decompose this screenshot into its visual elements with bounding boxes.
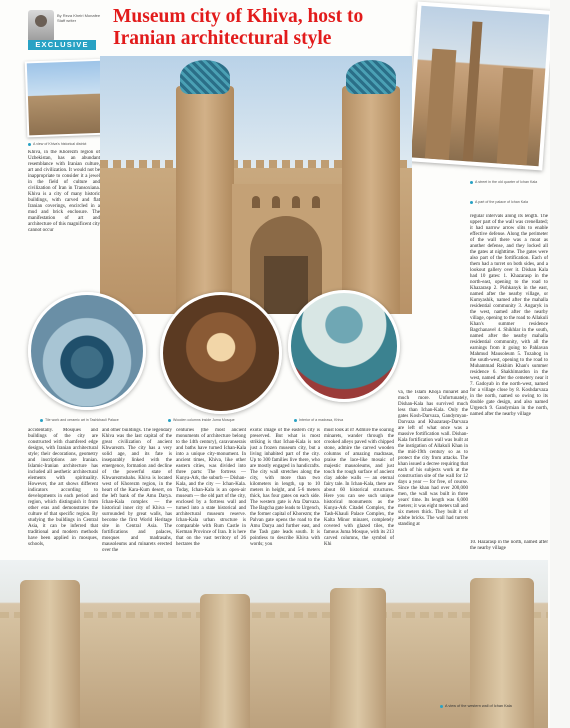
page-margin <box>550 0 570 728</box>
caption-right-col: A part of the palace of Ichan Kala <box>470 200 546 204</box>
column-1-text: accidentally. Mosques and buildings of the city are constructed with chamfered edge designs, with Iranian architectural style; their decorations, geometry and inscriptions are Iranian. Islamic-Iranian architecture has included all aesthetic architectural elements with spirituality. However, the art shows different indicators according to developments in each period and region, which distinguish it from other eras and demonstrates the culture of that specific region. By studying the buildings in Central Asia, it can be inferred that traditional and modern methods have been applied in mosques, schools, <box>28 428 98 547</box>
old-quarter-street-photo <box>407 1 554 170</box>
intro-column <box>28 150 100 290</box>
right-column-text: regular intervals along its length. The upper part of the wall was crenellated; it had narrow arrow slits to enable effective defense. Along the perimeter of the wall there was a moat as another defense, and they locked all the gates at nighttime. The gates were also part of the fortification. Each of them had a turret on both sides, and a lookout gallery over it. Dishan Kala had 10 gates: 1. Khazarasp in the north-east, opening to the road to Khazarasp 2. Pishkanyk in the east, named after the nearby village, or Kumyashik, named after the mahalla residential community 3. Angaryk in the west, named after the nearby village, opening to the road to Allakuli Khan's summer residence Bagchanavel 4. Shikhlar in the south, named after the nearby mahalla residential community, with all the earnings from it going to Pahlavan Mahmud Mausoleum 5. Tozabog in the south-west, opening to the road to Muhammad Rakhim Khan's summer residence 6. Shakhimardon in the west, named after the cemetery near it 7. Gadoyab in the north-west, named for a village close by 8. Koshdarvaza in the north, named so owing to its double gate design, and also named Urgench 9. Gandymian in the north, named after the nearby village <box>470 214 548 417</box>
author-avatar <box>28 10 54 42</box>
kunya-ark-gate-photo <box>100 56 412 314</box>
column-6 <box>398 390 468 562</box>
column-7 <box>470 540 548 562</box>
column-7-text: 10. Hazarasp in the north, named after the nearby village <box>470 540 548 551</box>
caption-circle-2: Wooden columns inside Juma Mosque <box>168 418 278 422</box>
column-3 <box>176 428 246 562</box>
column-1 <box>28 428 98 562</box>
right-column <box>470 214 548 560</box>
column-2-text: and other buildings. The legendary Khiva was the last capital of the great civilization of ancient Khwarezm. The city has a very solid age, and its fate is inseparably linked with the emergence, formation and decline of the powerful state of Khwarezmshahs. Khiva is located west of Khorezm region, in the heart of the Kara-Kum desert, on the left bank of the Amu Darya. Ichan-Kala complex — the historical inner city of Khiva — surrounded by great walls, has become the first World Heritage site in Central Asia. The fortifications and palaces, mosques and madrasahs, mausoleums and minarets erected over the <box>102 428 172 553</box>
tile-work-photo <box>28 292 146 410</box>
column-3-text: centuries (the most ancient monuments of architecture belong to the 14th century), caravanserais and baths have turned Ichan-Kala into a unique city-monument. In ancient times, Khiva, like other eastern cities, was divided into three parts: The fortress — Kunya-Ark, the suburb — Dishan-Kala, and the city — Ichan-Kala. Today, Ichan-Kala is an open-air museum — the old part of the city, enclosed by a fortress wall and turned into a state historical and architectural museum reserve. Ichan-Kala urban structure is comparable with Rum Castle in Kerman Province of Iran. It is here that on the vast territory of 26 hectares the <box>176 428 246 547</box>
caption-circle-3: Interior of a madrasa, Khiva <box>294 418 404 422</box>
intro-text: Khiva, in the Khorezm region of Uzbekistan, has an abundant resemblance with Iranian culture, art and civilization. It would not be inappropriate to consider it a jewel in the field of culture and civilization of Iran in Transoxiana. Khiva is a city of many historic buildings, with carved and flat Iranian coverings, encircled in a mud and brick enclosure. The manifestation of art and architecture of this magnificent city cannot occur <box>28 150 100 233</box>
headline: Museum city of Khiva, host to Iranian architectural style <box>113 6 364 49</box>
caption-top-right: A street in the old quarter of Ichan Kala <box>470 180 546 184</box>
column-6-text: va, the Islam Khoja minaret and much more. Unfortunately, Dishan-Kala has survived much less than Ichan-Kala. Only the gates Kosh-Darvaza, Gandymyan-Darvaza and Khazarasp-Darvaza are left of what once was a massive fortification wall. Dishan-Kala fortification wall was built at the instigation of Allakuli Khan in the mid-19th century so as to protect the city from attacks. The khan issued a decree requiring that each of his subjects work at the construction site of the wall for 12 days a year — for free, of course. Since the khan had over 200,000 men, the wall was built in three years' time. Its length was 6,000 meters; it was eight meters tall and six meters thick. They built it of adobe bricks. The wall had turrets standing at <box>398 390 468 527</box>
column-5 <box>324 428 394 562</box>
wooden-columns-photo <box>160 292 282 414</box>
exclusive-badge: EXCLUSIVE <box>28 40 96 50</box>
khiva-skyline-photo <box>25 59 110 138</box>
ichan-kala-wall-photo <box>0 560 548 728</box>
caption-circle-1: Tile work and ceramic art in Tashkhauli Palace <box>40 418 150 422</box>
column-4 <box>250 428 320 562</box>
column-5-text: must look at it! Admire the soaring minarets, wander through the crooked alleys paved with chipped stone, admire the carved wooden columns of amazing madrasas, praise the lace-like mosaic of majestic mausoleums, and just touch the rough surface of ancient clay adobe walls — an eternal fairy tale. In Ichan-Kala, there are about 60 historical structures. Here you can see such unique historical monuments as the Kunya-Ark Citadel Complex, the Tash-Khauli Palace Complex, the Kalta Minor minaret, completely covered with glazed tiles, the famous Juma Mosque, with its 213 carved columns, the symbol of Khi <box>324 428 394 547</box>
column-4-text: exotic image of the eastern city is preserved. But what is most striking is that Ichan-Kala is not just a frozen museum city, but a living inhabited part of the city. Up to 300 families live there, who are mostly engaged in handicrafts. The city wall stretches along the city, with more than two kilometers in length, up to 10 meters in height, and 5-6 meters thick, has four gates on each side. The western gate is Ata Darvaza. The Bagcha gate leads to Urgench, the former capital of Khorezm; the Palvan gate opens the road to the Amu Darya and further east, and the Tash gate leads south. It is pointless to describe Khiva with words; you <box>250 428 320 547</box>
byline-text: By Reza Kheiri Monafee Staff writer <box>57 13 101 23</box>
caption-top-left: A view of Khiva's historical district <box>28 142 98 146</box>
madrasa-interior-photo <box>288 290 400 402</box>
caption-bottom: A view of the western wall of Ichan Kala <box>440 704 512 708</box>
column-2 <box>102 428 172 562</box>
